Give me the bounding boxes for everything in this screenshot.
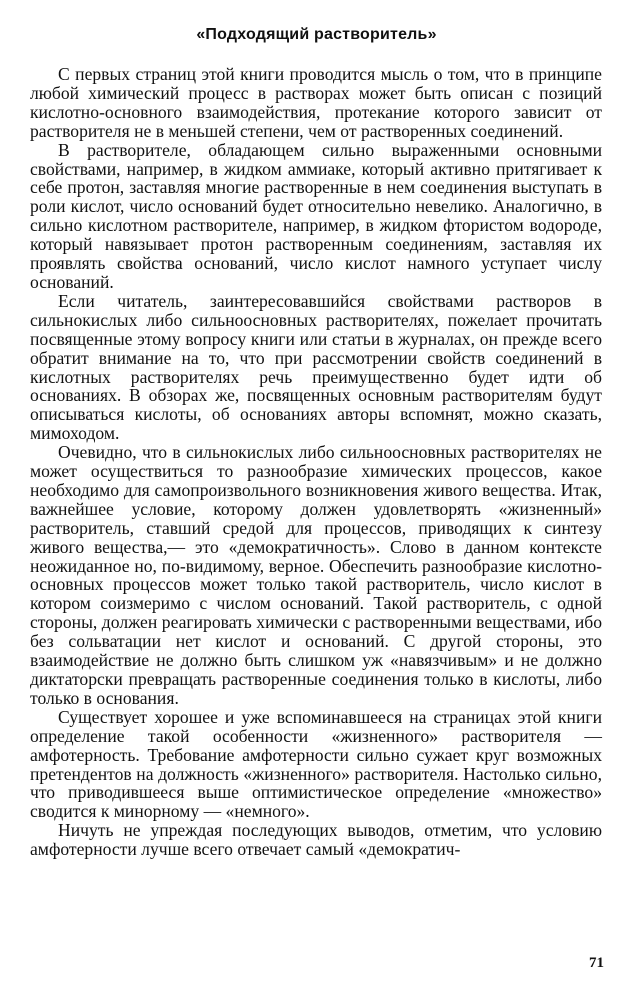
paragraph: Если читатель, заинтересовавшийся свойствами растворов в сильнокислых либо сильноосновных растворителях, пожелает прочитать посвященные этому вопросу книги или статьи в журналах, он прежде всего обратит внимание на то, что при рассмотрении свойств соединений в кислотных растворителях речь преимущественно будет идти об основаниях. В обзорах же, посвященных основным растворителям будут описываться кислоты, об основаниях авторы вспомнят, можно сказать, мимоходом. bbox=[30, 290, 602, 444]
page-number: 71 bbox=[589, 955, 604, 971]
paragraph: Очевидно, что в сильнокислых либо сильноосновных растворителях не может осуществиться то разнообразие химических процессов, какое необходимо для самопроизвольного возникновения живого вещества. Итак, важнейшее условие, которому должен удовлетворять «жизненный» растворитель, ставший средой для процессов, приводящих к синтезу живого вещества,— это «демократичность». Слово в данном контексте неожиданное но, по-видимому, верное. Обеспечить разнообразие кислотно-основных процессов может только такой растворитель, число кислот в котором соизмеримо с числом оснований. Такой растворитель, с одной стороны, должен реагировать химически с растворенными веществами, ибо без сольватации нет кислот и оснований. С другой стороны, это взаимодействие не должно быть слишком уж «навязчивым» и не должно диктаторски превращать растворенные соединения только в кислоты, либо только в основания. bbox=[30, 442, 602, 708]
page-title: «Подходящий растворитель» bbox=[196, 26, 437, 43]
paragraph: Существует хорошее и уже вспоминавшееся на страницах этой книги определение такой особенности «жизненного» растворителя — амфотерность. Требование амфотерности сильно сужает круг возможных претендентов на должность «жизненного» растворителя. Настолько сильно, что приводившееся выше оптимистическое определение «множество» сводится к минорному — «немного». bbox=[30, 706, 602, 822]
paragraph: Ничуть не упреждая последующих выводов, отметим, что условию амфотерности лучше всего отвечает самый «демократич- bbox=[30, 820, 602, 860]
paragraph: С первых страниц этой книги проводится мысль о том, что в принципе любой химический процесс в растворах может быть описан с позиций кислотно-основного взаимодействия, протекание которого зависит от растворителя не в меньшей степени, чем от растворенных соединений. bbox=[30, 64, 602, 141]
body-text bbox=[30, 65, 602, 859]
paragraph: В растворителе, обладающем сильно выраженными основными свойствами, например, в жидком аммиаке, который активно притягивает к себе протон, заставляя многие растворенные в нем соединения выступать в роли кислот, число оснований будет относительно невелико. Аналогично, в сильно кислотном растворителе, например, в жидком фтористом водороде, который навязывает протон растворенным соединениям, заставляя их проявлять свойства оснований, число кислот намного уступает числу оснований. bbox=[30, 139, 602, 292]
